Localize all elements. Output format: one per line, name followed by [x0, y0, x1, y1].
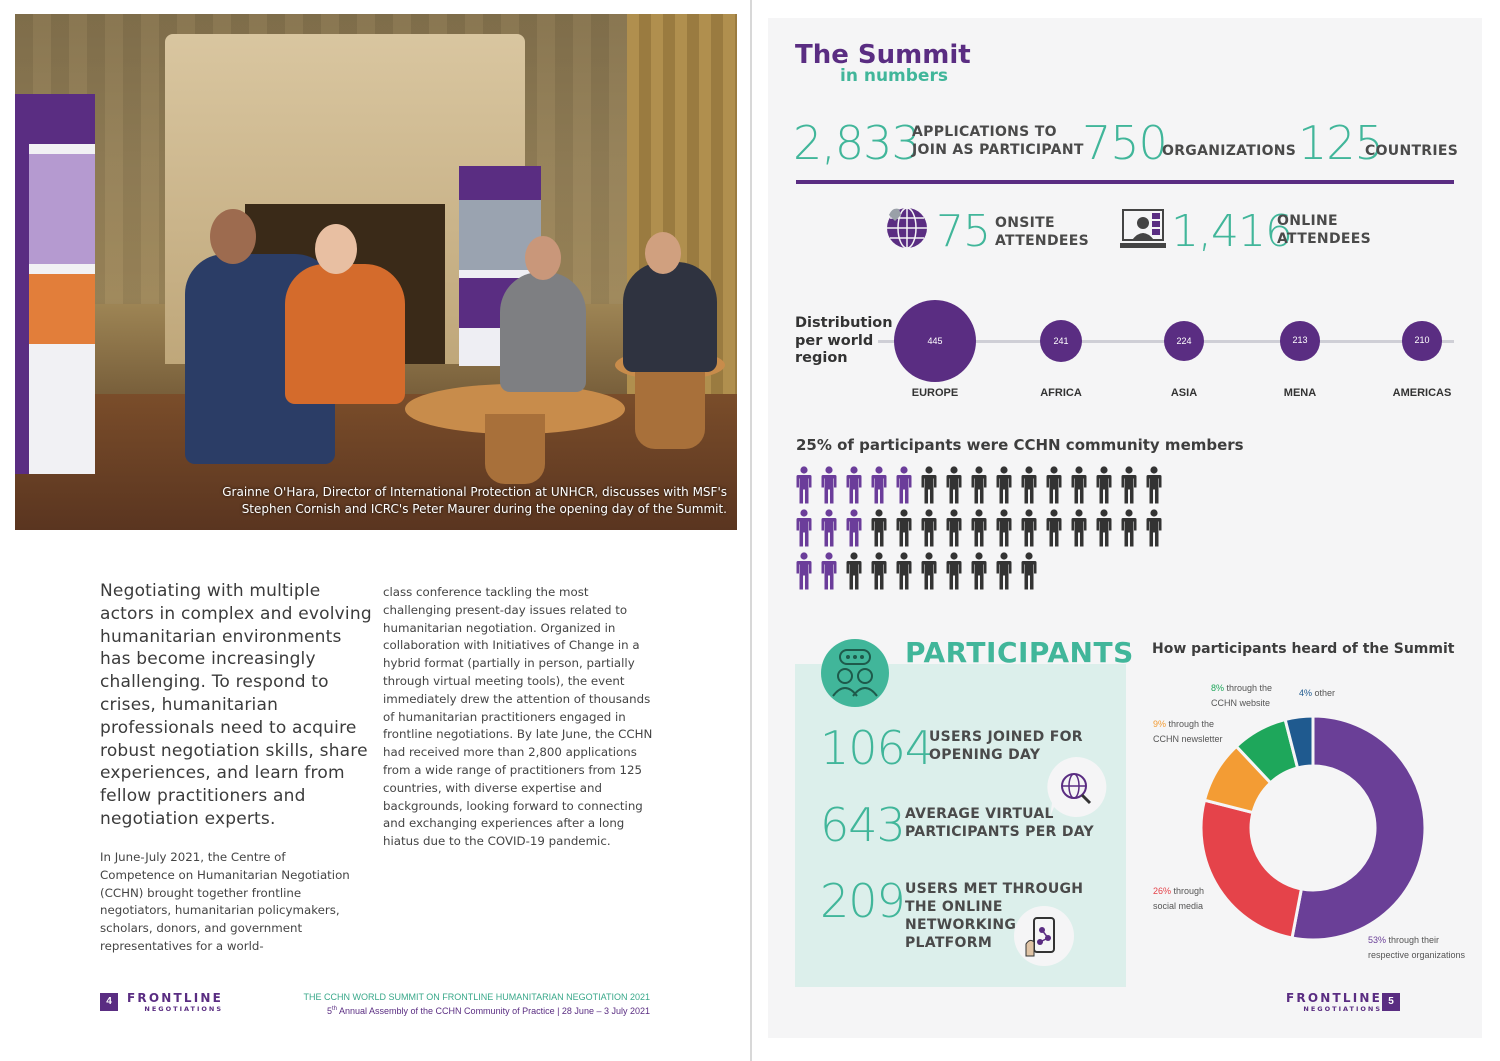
- frontline-logo-left: [127, 992, 223, 1013]
- stat-onsite-value: 75: [936, 206, 990, 257]
- person-icon: [921, 552, 937, 590]
- page-gutter: [750, 0, 752, 1061]
- region-label-mena: MENA: [1283, 387, 1317, 399]
- pie-label-social-media-line1: through: [1171, 886, 1205, 896]
- stat-organizations-label: ORGANIZATIONS: [1162, 143, 1297, 159]
- pie-label-website-pct: 8%: [1211, 683, 1225, 693]
- person-icon: [1021, 466, 1037, 504]
- photo-table-leg: [485, 414, 545, 484]
- video-call-icon: [1120, 207, 1166, 251]
- stat-onsite-label-line1: ONSITE: [995, 215, 1055, 231]
- lead-paragraph: Negotiating with multiple actors in complex and evolving humanitarian environments has become increasingly challenging. To respond to crises, humanitarian professionals need to acquire robust negotiation skills, share experiences, and learn from fellow practitioners and negotiation experts.: [100, 581, 372, 829]
- stat-online-label-line2: ATTENDEES: [1277, 231, 1371, 247]
- photo-person-3-head: [525, 236, 561, 280]
- person-icon: [796, 552, 812, 590]
- person-icon: [971, 509, 987, 547]
- pie-label-social-media-pct: 26%: [1153, 886, 1172, 896]
- pie-label-other: [1299, 686, 1335, 701]
- stat-applications-value: 2,833: [793, 116, 920, 170]
- photo-person-1-head: [210, 209, 256, 264]
- logo-wordmark: FRONTLINE: [127, 991, 224, 1005]
- region-label-europe: EUROPE: [911, 387, 959, 399]
- pie-label-newsletter-pct: 9%: [1153, 719, 1167, 729]
- person-icon: [846, 466, 862, 504]
- frontline-logo-right: [1286, 992, 1382, 1013]
- region-circle-americas: 210: [1402, 321, 1441, 360]
- person-icon: [996, 509, 1012, 547]
- footer-assembly-ordinal: th: [331, 1006, 337, 1012]
- person-icon: [821, 466, 837, 504]
- pie-label-newsletter: [1153, 717, 1223, 747]
- person-icon: [1021, 509, 1037, 547]
- chart-title: How participants heard of the Summit: [1152, 641, 1455, 657]
- divider-rule: [796, 180, 1454, 184]
- footer-assembly-text: Annual Assembly of the CCHN Community of Practice | 28 June – 3 July 2021: [337, 1006, 650, 1016]
- stat-organizations-value: 750: [1082, 116, 1167, 170]
- person-icon: [996, 552, 1012, 590]
- participants-opening-value: 1064: [820, 721, 934, 775]
- photo-person-4: [623, 262, 717, 372]
- pie-label-social-media-line2: social media: [1153, 901, 1204, 911]
- person-icon: [1046, 466, 1062, 504]
- person-icon: [1146, 466, 1162, 504]
- person-icon: [946, 466, 962, 504]
- photo-caption: [195, 484, 727, 518]
- person-icon: [1071, 466, 1087, 504]
- region-label-africa: AFRICA: [1040, 387, 1082, 399]
- person-icon: [946, 509, 962, 547]
- globe-icon: [884, 205, 930, 251]
- footer-event-title: THE CCHN WORLD SUMMIT ON FRONTLINE HUMANITARIAN NEGOTIATION 2021: [303, 992, 650, 1002]
- person-icon: [971, 466, 987, 504]
- page-number-left: 4: [100, 993, 118, 1011]
- community-title: 25% of participants were CCHN community members: [796, 436, 1244, 454]
- body-text-column-1: In June-July 2021, the Centre of Competence on Humanitarian Negotiation (CCHN) brought together frontline negotiators, humanitarian policymakers, scholars, donors, and government representatives for a world-: [100, 850, 350, 953]
- stat-online-label: [1277, 212, 1371, 248]
- region-circle-europe: 445: [894, 300, 976, 382]
- pie-label-website-line1: through the: [1224, 683, 1273, 693]
- participants-opening-label-line1: USERS JOINED FOR: [929, 729, 1083, 745]
- participants-daily-label-line1: AVERAGE VIRTUAL: [905, 806, 1054, 822]
- person-icon: [946, 552, 962, 590]
- person-icon: [996, 466, 1012, 504]
- person-icon: [846, 509, 862, 547]
- participants-title: PARTICIPANTS: [905, 636, 1134, 669]
- person-icon: [871, 509, 887, 547]
- body-text-column-2: class conference tackling the most challenging present-day issues related to humanitarian negotiation. Organized in collaboration with Initiatives of Change in a hybrid format (partially in person, partially through virtual meeting tools), the event immediately drew the attention of thousands of humanitarian practitioners engaged in frontline negotiations. By late June, the CCHN had received more than 2,800 applications from a wide range of practitioners from 125 countries, with diverse expertise and backgrounds, looking forward to connecting and exchanging experiences after a long hiatus due to the COVID-19 pandemic.: [383, 585, 653, 849]
- people-chat-icon: [820, 638, 890, 708]
- pie-label-social-media: [1153, 884, 1204, 914]
- page-subtitle: in numbers: [840, 66, 948, 86]
- person-icon: [921, 509, 937, 547]
- photo-caption-line2: Stephen Cornish and ICRC's Peter Maurer during the opening day of the Summit.: [241, 502, 727, 516]
- participants-opening-label-line2: OPENING DAY: [929, 747, 1041, 763]
- person-icon: [871, 552, 887, 590]
- participants-networking-label-line2: THE ONLINE: [905, 899, 1003, 915]
- page-title: The Summit: [795, 40, 971, 70]
- photo-banner-left: [15, 94, 95, 474]
- person-icon: [1096, 509, 1112, 547]
- logo-subtitle: NEGOTIATIONS: [1303, 1005, 1383, 1013]
- person-icon: [871, 466, 887, 504]
- person-icon: [1096, 466, 1112, 504]
- person-icon: [796, 466, 812, 504]
- photo-person-4-head: [645, 232, 681, 274]
- pie-label-website: [1211, 681, 1272, 711]
- pie-label-website-line2: CCHN website: [1211, 698, 1271, 708]
- participants-daily-label-line2: PARTICIPANTS PER DAY: [905, 824, 1094, 840]
- person-icon: [1046, 509, 1062, 547]
- region-circle-mena: 213: [1280, 321, 1319, 360]
- slice-social-media: [1201, 800, 1301, 938]
- page-number-right: 5: [1382, 993, 1400, 1011]
- participants-daily-value: 643: [820, 798, 905, 852]
- region-label-asia: ASIA: [1170, 387, 1198, 399]
- pie-label-organizations: [1368, 933, 1465, 963]
- logo-wordmark: FRONTLINE: [1286, 991, 1383, 1005]
- stat-online-label-line1: ONLINE: [1277, 213, 1338, 229]
- person-icon: [1071, 509, 1087, 547]
- person-icon: [896, 509, 912, 547]
- footer-event-subtitle: [290, 1003, 650, 1017]
- region-label-americas: AMERICAS: [1392, 387, 1452, 399]
- stat-applications-label-line1: APPLICATIONS TO: [912, 124, 1057, 140]
- footer-event-info: [290, 991, 650, 1017]
- networking-app-icon: [1012, 904, 1076, 968]
- person-icon: [821, 509, 837, 547]
- participants-networking-value: 209: [820, 874, 905, 928]
- right-page: [768, 18, 1482, 1038]
- distribution-label-line2: per world: [795, 332, 874, 349]
- person-icon: [1121, 509, 1137, 547]
- participants-networking-label-line1: USERS MET THROUGH: [905, 881, 1084, 897]
- pie-label-other-pct: 4%: [1299, 688, 1313, 698]
- footer-assembly-number: 5: [326, 1006, 332, 1016]
- pie-label-organizations-line1: through their: [1386, 935, 1440, 945]
- stat-onsite-label-line2: ATTENDEES: [995, 233, 1089, 249]
- stat-countries-value: 125: [1298, 116, 1383, 170]
- distribution-label-line1: Distribution: [795, 315, 893, 331]
- donut-chart: [1198, 713, 1428, 943]
- stat-countries-label: COUNTRIES: [1365, 143, 1459, 159]
- participants-daily-label: [905, 805, 1094, 841]
- person-icon: [921, 466, 937, 504]
- photo-caption-line1: Grainne O'Hara, Director of International Protection at UNHCR, discusses with MSF's: [222, 485, 727, 499]
- person-icon: [1121, 466, 1137, 504]
- pie-label-newsletter-line1: through the: [1166, 719, 1215, 729]
- photo-table-leg: [635, 369, 705, 449]
- photo-person-3: [500, 272, 586, 392]
- pie-label-newsletter-line2: CCHN newsletter: [1153, 734, 1223, 744]
- pie-label-organizations-pct: 53%: [1368, 935, 1387, 945]
- distribution-label-line3: region: [795, 350, 848, 366]
- summit-panel-photo: [15, 14, 737, 530]
- stat-onsite-label: [995, 214, 1089, 250]
- person-icon: [971, 552, 987, 590]
- photo-person-2-head: [315, 224, 357, 274]
- photo-person-2: [285, 264, 405, 404]
- stat-online-value: 1,416: [1171, 206, 1292, 257]
- stat-applications-label: [912, 123, 1084, 159]
- logo-subtitle: NEGOTIATIONS: [144, 1005, 224, 1013]
- pie-label-other-line1: other: [1312, 688, 1336, 698]
- person-icon: [896, 552, 912, 590]
- region-circle-asia: 224: [1164, 321, 1204, 361]
- person-icon: [846, 552, 862, 590]
- person-icon: [821, 552, 837, 590]
- person-icon: [896, 466, 912, 504]
- person-icon: [796, 509, 812, 547]
- stat-applications-label-line2: JOIN AS PARTICIPANT: [912, 142, 1084, 158]
- region-circle-africa: 241: [1040, 320, 1082, 362]
- participants-networking-label-line3: NETWORKING: [905, 917, 1017, 933]
- person-icon: [1021, 552, 1037, 590]
- pie-label-organizations-line2: respective organizations: [1368, 950, 1466, 960]
- person-icon: [1146, 509, 1162, 547]
- participants-networking-label-line4: PLATFORM: [905, 935, 993, 951]
